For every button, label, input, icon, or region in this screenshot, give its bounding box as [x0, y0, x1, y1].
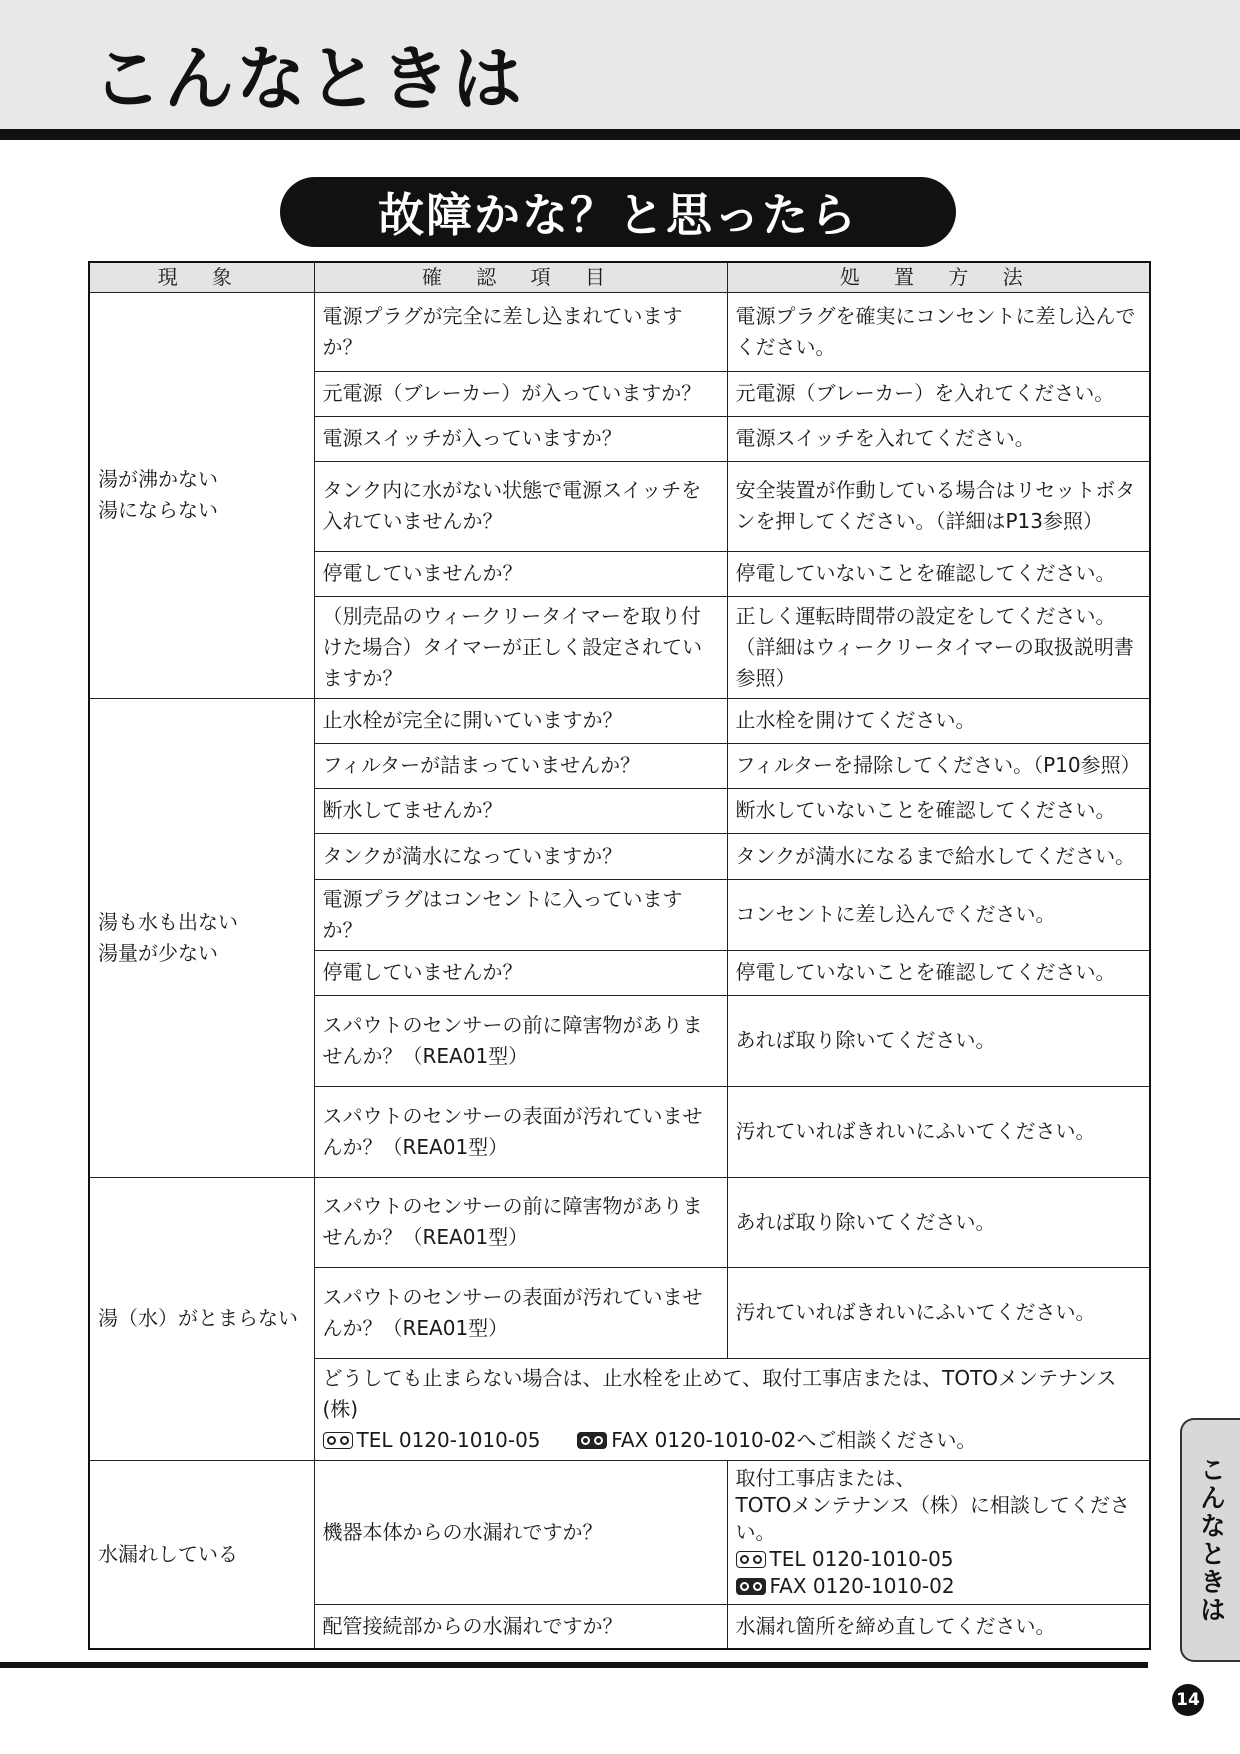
- table-row: [89, 1460, 1150, 1604]
- action-cell: タンクが満水になるまで給水してください。: [727, 833, 1150, 879]
- footer-rule: [0, 1662, 1148, 1668]
- check-cell: 配管接続部からの水漏れですか？: [314, 1604, 727, 1649]
- header-rule: [0, 129, 1240, 140]
- action-cell: 止水栓を開けてください。: [727, 698, 1150, 743]
- note-tel: TEL 0120-1010-05: [356, 1427, 541, 1452]
- section-title: 故障かな？と思ったら: [280, 177, 956, 247]
- check-cell: スパウトのセンサーの前に障害物がありませんか？（REA01型）: [314, 995, 727, 1086]
- action-cell: 断水していないことを確認してください。: [727, 788, 1150, 833]
- check-cell: フィルターが詰まっていませんか？: [314, 743, 727, 788]
- note-contact-line: [323, 1425, 1142, 1456]
- action-cell: 汚れていればきれいにふいてください。: [727, 1086, 1150, 1177]
- action-cell: 元電源（ブレーカー）を入れてください。: [727, 371, 1150, 416]
- check-cell: 止水栓が完全に開いていますか？: [314, 698, 727, 743]
- table-row: [89, 292, 1150, 371]
- check-cell: スパウトのセンサーの表面が汚れていませんか？（REA01型）: [314, 1086, 727, 1177]
- action-cell: あれば取り除いてください。: [727, 1177, 1150, 1267]
- phenomenon-cell: [89, 1460, 314, 1649]
- page-number: 14: [1172, 1684, 1204, 1716]
- check-cell: 電源プラグはコンセントに入っていますか？: [314, 879, 727, 950]
- fax-symbol-icon: [577, 1432, 607, 1449]
- column-header-phenomenon: 現 象: [89, 262, 314, 292]
- side-index-tab-label: こんなときは: [1195, 1456, 1226, 1624]
- action-contact-fax: [736, 1573, 1142, 1600]
- check-cell: 停電していませんか？: [314, 950, 727, 995]
- phenomenon-text: 湯も水も出ない: [98, 909, 238, 934]
- note-fax: FAX 0120-1010-02へご相談ください。: [611, 1427, 977, 1452]
- check-cell: タンクが満水になっていますか？: [314, 833, 727, 879]
- action-cell: [727, 1460, 1150, 1604]
- phenomenon-cell: [89, 1177, 314, 1460]
- action-cell: あれば取り除いてください。: [727, 995, 1150, 1086]
- check-cell: 停電していませんか？: [314, 551, 727, 596]
- action-cell: 停電していないことを確認してください。: [727, 551, 1150, 596]
- telephone-symbol-icon: [736, 1551, 766, 1568]
- phenomenon-text: 湯にならない: [98, 498, 218, 522]
- check-cell: 機器本体からの水漏れですか？: [314, 1460, 727, 1604]
- action-contact-tel: [736, 1546, 1142, 1573]
- action-cell: 電源スイッチを入れてください。: [727, 416, 1150, 461]
- table-row: [89, 1177, 1150, 1267]
- phenomenon-text: 湯が沸かない: [98, 467, 218, 491]
- check-cell: （別売品のウィークリータイマーを取り付けた場合）タイマーが正しく設定されていますか？: [314, 596, 727, 698]
- action-cell: コンセントに差し込んでください。: [727, 879, 1150, 950]
- check-cell: 電源スイッチが入っていますか？: [314, 416, 727, 461]
- fax-symbol-icon: [736, 1578, 766, 1595]
- table-row: [89, 698, 1150, 743]
- action-cell: 停電していないことを確認してください。: [727, 950, 1150, 995]
- phenomenon-cell: [89, 698, 314, 1177]
- action-cell: 水漏れ箇所を締め直してください。: [727, 1604, 1150, 1649]
- action-cell: 安全装置が作動している場合はリセットボタンを押してください。（詳細はP13参照）: [727, 461, 1150, 551]
- action-line: 取付工事店または、: [735, 1465, 916, 1490]
- check-cell: タンク内に水がない状態で電源スイッチを入れていませんか？: [314, 461, 727, 551]
- side-index-tab[interactable]: [1180, 1418, 1240, 1662]
- phenomenon-text: 湯（水）がとまらない: [98, 1306, 298, 1330]
- column-header-check-item: 確 認 項 目: [314, 262, 727, 292]
- page-title: こんなときは: [92, 38, 524, 120]
- check-cell: 元電源（ブレーカー）が入っていますか？: [314, 371, 727, 416]
- phenomenon-text: 湯量が少ない: [98, 940, 218, 965]
- check-cell: スパウトのセンサーの表面が汚れていませんか？（REA01型）: [314, 1267, 727, 1358]
- action-cell: 正しく運転時間帯の設定をしてください。（詳細はウィークリータイマーの取扱説明書参照）: [727, 596, 1150, 698]
- action-fax: FAX 0120-1010-02: [769, 1573, 955, 1598]
- phenomenon-text: 水漏れしている: [98, 1541, 238, 1566]
- check-cell: 電源プラグが完全に差し込まれていますか？: [314, 292, 727, 371]
- column-header-remedy: 処 置 方 法: [727, 262, 1150, 292]
- action-tel: TEL 0120-1010-05: [769, 1546, 954, 1571]
- table-header-row: [89, 262, 1150, 292]
- check-cell: スパウトのセンサーの前に障害物がありませんか？（REA01型）: [314, 1177, 727, 1267]
- check-cell: 断水してませんか？: [314, 788, 727, 833]
- action-cell: 汚れていればきれいにふいてください。: [727, 1267, 1150, 1358]
- action-cell: フィルターを掃除してください。（P10参照）: [727, 743, 1150, 788]
- action-cell: 電源プラグを確実にコンセントに差し込んでください。: [727, 292, 1150, 371]
- note-cell: [314, 1358, 1150, 1460]
- telephone-symbol-icon: [323, 1432, 353, 1449]
- note-text: どうしても止まらない場合は、止水栓を止めて、取付工事店または、TOTOメンテナンス(株): [322, 1365, 1117, 1421]
- troubleshooting-table: [88, 261, 1151, 1650]
- action-line: TOTOメンテナンス（株）に相談してください。: [735, 1492, 1130, 1544]
- phenomenon-cell: [89, 292, 314, 698]
